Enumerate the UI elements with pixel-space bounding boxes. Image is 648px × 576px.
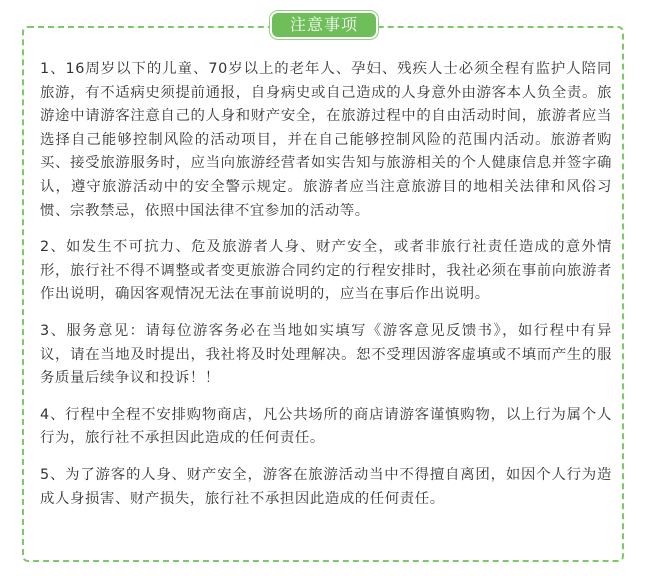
notice-item-1: 1、16周岁以下的儿童、70岁以上的老年人、孕妇、残疾人士必须全程有监护人陪同旅游，有不适病史须提前通报，自身病史或自己造成的人身意外由游客本人负全责。旅游途中请游客注意自己的人身和财产安全，在旅游过程中的自由活动时间，旅游者应当选择自己能够控制风险的活动项目，并在自己能够控制风险的范围内活动。旅游者购买、接受旅游服务时，应当向旅游经营者如实告知与旅游相关的个人健康信息并签字确认，遵守旅游活动中的安全警示规定。旅游者应当注意旅游目的地相关法律和风俗习惯、宗教禁忌，依照中国法律不宜参加的活动等。: [40, 61, 612, 219]
notice-content: [40, 58, 612, 524]
notice-item-4: 4、行程中全程不安排购物商店，凡公共场所的商店请游客谨慎购物，以上行为属个人行为，旅行社不承担因此造成的任何责任。: [40, 406, 612, 447]
notice-title: 注意事项: [270, 11, 378, 39]
notice-item-2: 2、如发生不可抗力、危及旅游者人身、财产安全，或者非旅行社责任造成的意外情形，旅行社不得不调整或者变更旅游合同约定的行程安排时，我社必须在事前向旅游者作出说明，确因客观情况无法在事前说明的，应当在事后作出说明。: [40, 239, 612, 303]
notice-item-5: 5、为了游客的人身、财产安全，游客在旅游活动当中不得擅自离团，如因个人行为造成人身损害、财产损失，旅行社不承担因此造成的任何责任。: [40, 466, 612, 507]
notice-item-3: 3、服务意见：请每位游客务必在当地如实填写《游客意见反馈书》，如行程中有异议，请在当地及时提出，我社将及时处理解决。恕不受理因游客虚填或不填而产生的服务质量后续争议和投诉！！: [40, 322, 612, 387]
